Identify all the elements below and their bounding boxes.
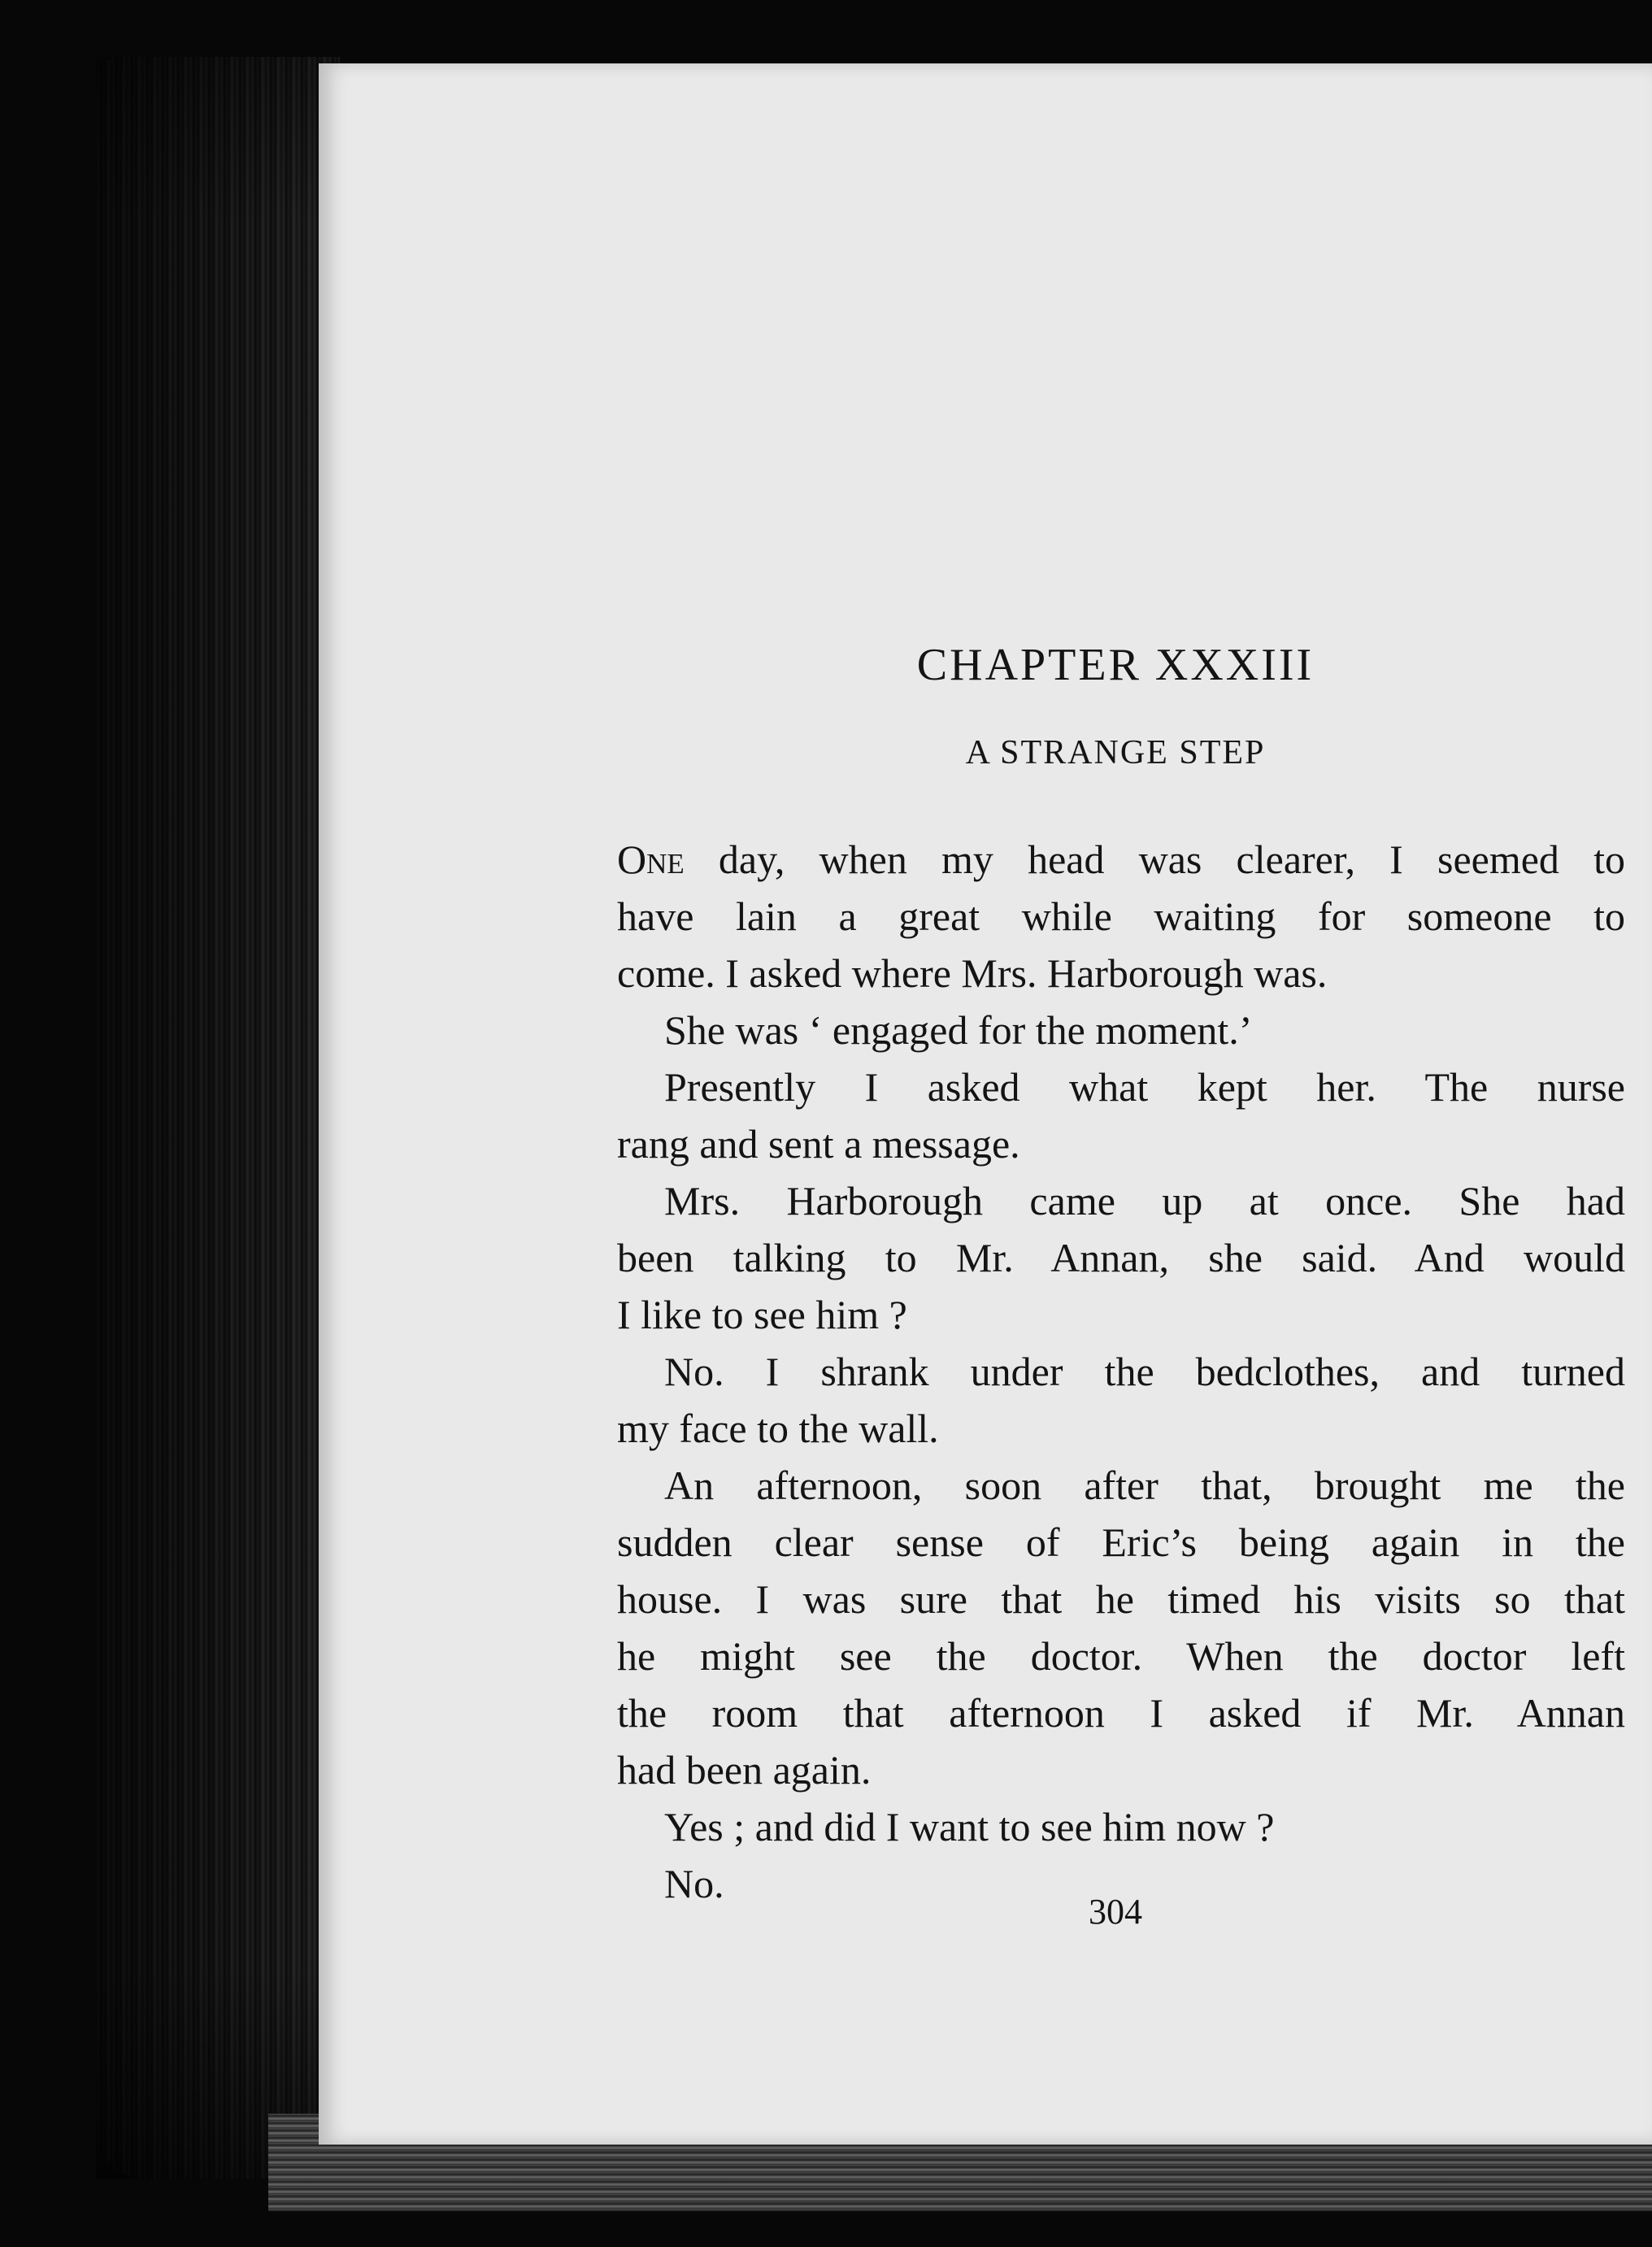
line-text: day, when my head was clearer, I seemed to [684,837,1625,882]
text-line: have lain a great while waiting for someone to [617,893,1625,939]
text-line: Presently I asked what kept her. The nurse [664,1064,1625,1110]
text-line: rang and sent a message. [617,1121,1020,1167]
page-number: 304 [1089,1892,1142,1932]
drop-word: One [617,837,685,882]
text-line: Yes ; and did I want to see him now ? [664,1804,1275,1849]
text-line: he might see the doctor. When the doctor left [617,1633,1625,1679]
chapter-heading: CHAPTER XXXIII [916,640,1315,690]
text-line: Mrs. Harborough came up at once. She had [664,1178,1625,1223]
text-line: been talking to Mr. Annan, she said. And would [617,1235,1625,1280]
text-line: sudden clear sense of Eric’s being again in the [617,1519,1625,1565]
book-page-edges [96,57,340,2179]
text-line: I like to see him ? [617,1292,907,1337]
text-line: come. I asked where Mrs. Harborough was. [617,950,1328,996]
text-line: the room that afternoon I asked if Mr. Annan [617,1690,1625,1736]
chapter-subtitle: A STRANGE STEP [965,734,1266,771]
text-line: No. [664,1861,724,1906]
text-line: An afternoon, soon after that, brought me the [664,1463,1625,1508]
text-line: house. I was sure that he timed his visits so that [617,1576,1625,1622]
text-line: No. I shrank under the bedclothes, and turned [664,1349,1625,1394]
text-line: my face to the wall. [617,1406,939,1451]
text-line: She was ‘ engaged for the moment.’ [664,1007,1253,1053]
text-line: had been again. [617,1747,872,1793]
text-line [617,831,1625,888]
